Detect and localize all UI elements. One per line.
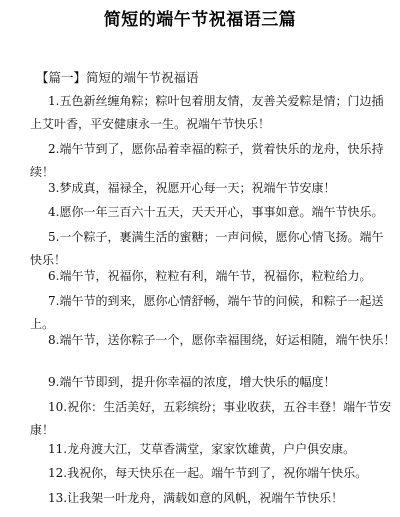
item-line-continued: 续！ [30, 165, 55, 179]
item-line: 2.端午节到了，愿你品着幸福的粽子，赏着快乐的龙舟，快乐持 [48, 142, 384, 156]
document-title: 简短的端午节祝福语三篇 [103, 10, 297, 30]
item-line: 7.端午节的到来，愿你心情舒畅，端午节的问候，和粽子一起送 [48, 294, 384, 308]
item-line-continued: 上。 [30, 317, 55, 331]
section-heading: 【篇一】简短的端午节祝福语 [36, 70, 199, 85]
item-line: 5.一个粽子，裹满生活的蜜糖；一声问候，愿你心情飞扬。端午 [48, 230, 384, 244]
item-line: 10.祝你：生活美好，五彩缤纷；事业收获，五谷丰登！端午节安 [48, 400, 392, 414]
item-line: 3.梦成真，福禄全，祝愿开心每一天；祝端午节安康！ [48, 181, 336, 195]
item-line: 11.龙舟渡大江，艾草香满堂，家家饮雄黄，户户俱安康。 [48, 442, 356, 456]
item-line: 1.五色新丝缠角粽；粽叶包着朋友情，友善关爱粽是情；门边插 [48, 94, 384, 108]
item-line: 13.让我架一叶龙舟，满载如意的风帆，祝端午节快乐！ [48, 491, 344, 505]
item-line-continued: 快乐！ [30, 253, 67, 267]
item-line: 9.端午节即到，提升你幸福的浓度，增大快乐的幅度！ [48, 375, 336, 389]
item-line: 8.端午节，送你粽子一个，愿你幸福围绕，好运相随，端午快乐！ [48, 333, 396, 347]
item-line: 12.我祝你，每天快乐在一起。端午节到了，祝你端午快乐。 [48, 466, 368, 480]
item-line-continued: 上艾叶香，平安健康永一生。祝端午节快乐！ [30, 117, 271, 131]
item-line: 4.愿你一年三百六十五天，天天开心，事事如意。端午节快乐。 [48, 205, 384, 219]
item-line-continued: 康！ [30, 423, 55, 437]
item-line: 6.端午节，祝福你，粒粒有利，端午节，祝福你，粒粒给力。 [48, 269, 372, 283]
